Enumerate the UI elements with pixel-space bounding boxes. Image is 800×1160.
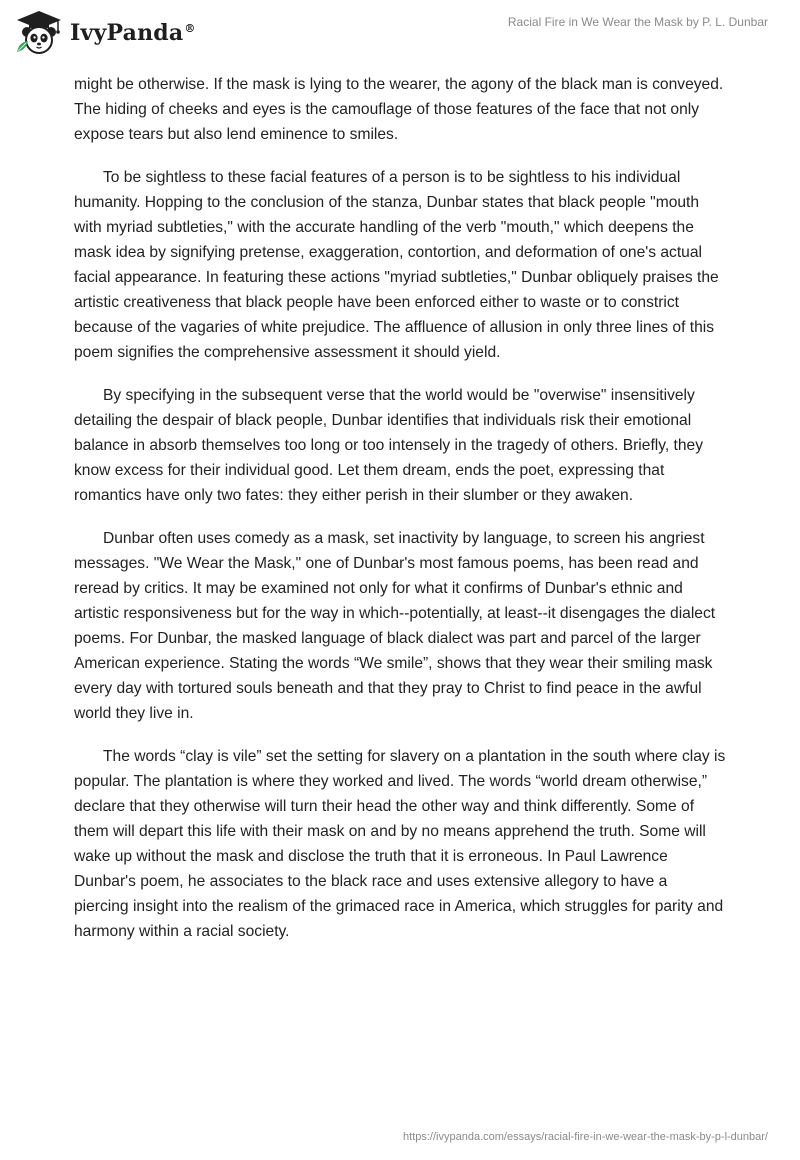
essay-paragraph: To be sightless to these facial features of a person is to be sightless to his individual humanity. Hopping to the conclusion of the stanza, Dunbar states that black people "mouth with myriad subtleties," with the accurate handling of the verb "mouth," which deepens the mask idea by signifying pretense, exaggeration, contortion, and deformation of one's actual facial appearance. In featuring these actions "myriad subtleties," Dunbar obliquely praises the artistic creativeness that black people have been enforced either to waste or to constrict because of the vagaries of white prejudice. The affluence of allusion in only three lines of this poem signifies the comprehensive assessment it should yield.	[74, 169, 719, 361]
essay-paragraph: Dunbar often uses comedy as a mask, set inactivity by language, to screen his angriest messages. "We Wear the Mask," one of Dunbar's most famous poems, has been read and reread by critics. It may be examined not only for what it confirms of Dunbar's ethnic and artistic responsiveness but for the way in which--potentially, at least--it disengages the dialect poems. For Dunbar, the masked language of black dialect was part and parcel of the larger American experience. Stating the words “We smile”, shows that they wear their smiling mask every day with tortured souls beneath and that they pray to Christ to find peace in the awful world they live in.	[74, 530, 716, 722]
essay-paragraph: might be otherwise. If the mask is lying to the wearer, the agony of the black man is conveyed. The hiding of cheeks and eyes is the camouflage of those features of the face that not only expose tears but also lend eminence to smiles.	[74, 76, 724, 143]
registered-mark: ®	[184, 21, 196, 35]
source-url[interactable]: https://ivypanda.com/essays/racial-fire-in-we-wear-the-mask-by-p-l-dunbar/	[403, 1131, 768, 1143]
essay-paragraph: The words “clay is vile” set the setting for slavery on a plantation in the south where clay is popular. The plantation is where they worked and lived. The words “world dream otherwise,” declare that they otherwise will turn their head the other way and think differently. Some of them will depart this life with their mask on and by no means apprehend the truth. Some will wake up without the mask and disclose the truth that it is erroneous. In Paul Lawrence Dunbar's poem, he associates to the black race and uses extensive allegory to have a piercing insight into the realism of the grimaced race in America, which struggles for parity and harmony within a racial society.	[74, 748, 726, 940]
ivypanda-logo[interactable]	[14, 8, 196, 58]
page-header	[0, 0, 800, 66]
brand-name: IvyPanda®	[70, 20, 196, 46]
essay-body	[74, 72, 726, 962]
essay-paragraph: By specifying in the subsequent verse that the world would be "overwise" insensitively detailing the despair of black people, Dunbar identifies that individuals risk their emotional balance in absorb themselves too long or too intensely in the tragedy of others. Briefly, they know excess for their individual good. Let them dream, ends the poet, expressing that romantics have only two fates: they either perish in their slumber or they awaken.	[74, 387, 704, 504]
panda-graduate-icon	[14, 8, 64, 58]
document-title: Racial Fire in We Wear the Mask by P. L. Dunbar	[507, 15, 768, 29]
